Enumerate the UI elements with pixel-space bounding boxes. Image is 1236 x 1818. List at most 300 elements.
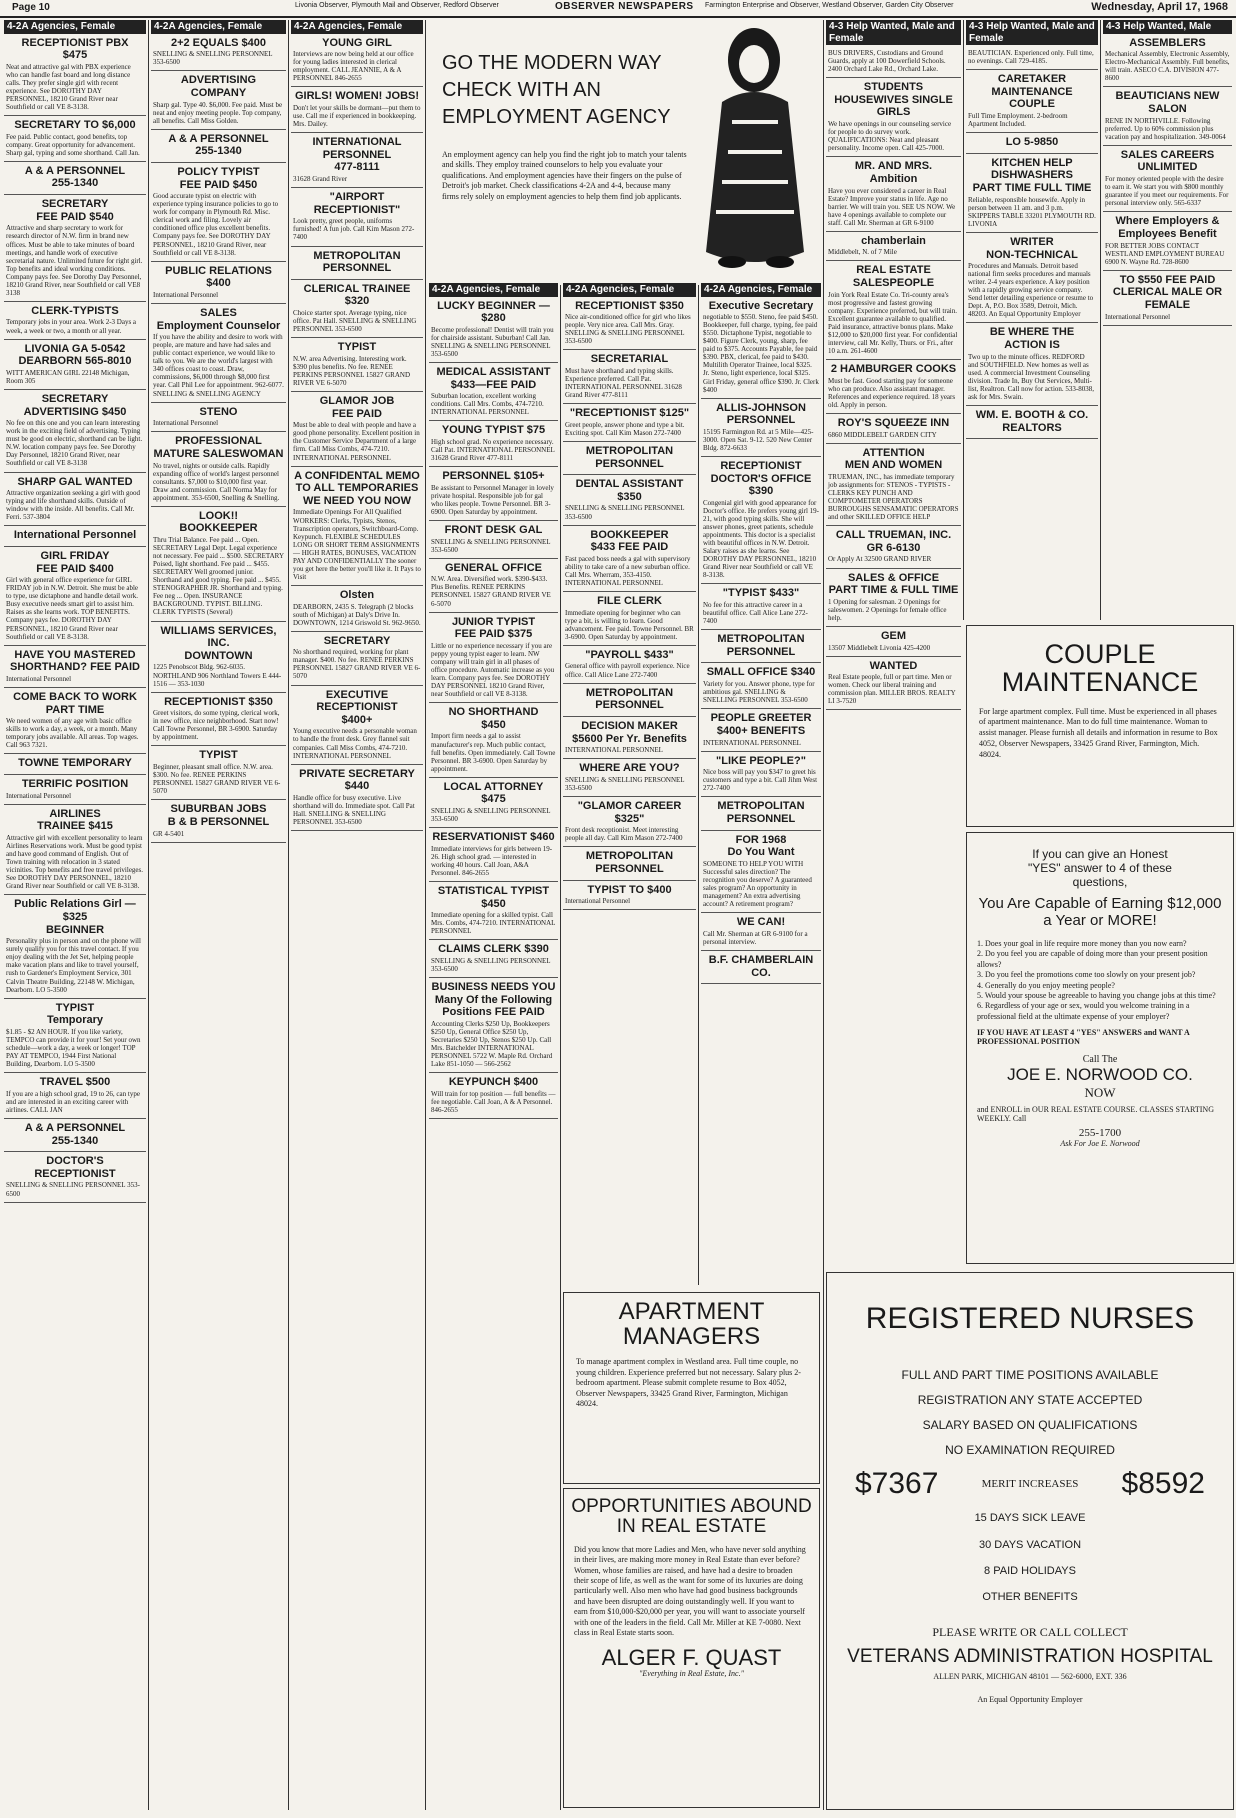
ad-body: SNELLING & SNELLING PERSONNEL 353-6500 (6, 1181, 140, 1198)
classified-ad (4, 302, 146, 340)
ad-subtitle: PART TIME (45, 703, 105, 716)
ad-body: Import firm needs a gal to assist manufacturer's rep. Much public contact, full benefits. Open immediately. Call Towne Personnel. BR 3-6900. Open Saturday by appointment. (431, 732, 556, 773)
ad-body: Handle office for busy executive. Live shorthand will do. Immediate spot. Call Pat Hall. SNELLING & SNELLING PERSONNEL 353-6500 (293, 793, 415, 827)
ad-title: ROY'S SQUEEZE INN (837, 416, 950, 429)
ad-body: 13507 Middlebelt Livonia 425-4200 (828, 643, 931, 652)
classified-ad (826, 414, 961, 444)
column-rule (963, 20, 964, 620)
ad-subtitle: TOWNE TEMPORARY (18, 757, 132, 770)
classified-ad (701, 584, 821, 630)
ad-body: High school grad. No experience necessary. Call Pat. INTERNATIONAL PERSONNEL 31628 Grand River 477-8111 (431, 438, 555, 463)
ad-title: TYPIST TO $400 (587, 883, 672, 896)
ad-subtitle: DOCTOR'S OFFICE $390 (710, 472, 812, 498)
classified-ad (4, 1073, 146, 1119)
ad-subtitle: $5600 Per Yr. Benefits (572, 732, 687, 745)
ad-body: Little or no experience necessary if you are peppy young typist eager to learn. NW company will train girl in all phases of office procedure. Automatic increase as you learn. Company pays fee. See DOROTHY DAY PERSONNEL 18210 Grand River, near Southfield or call VE 8-3138. (431, 641, 555, 699)
ad-title: GEM (880, 629, 907, 642)
classified-ad (429, 882, 558, 940)
ad-title: DENTAL ASSISTANT $350 (575, 478, 684, 503)
ad-title: PEOPLE GREETER (710, 712, 812, 725)
ad-title: CARETAKER MAINTENANCE (991, 73, 1073, 98)
classified-ad (151, 507, 286, 622)
ad-subtitle: Ambition (869, 172, 918, 185)
ad-body: Greet visitors, do some typing, clerical work, in new office, nice neighborhood. Start now! Call Towne Personnel, BR 3-6900. Saturday by appointment. (153, 709, 280, 742)
ad-subtitle: PART TIME FULL TIME (972, 182, 1092, 195)
classified-ad (429, 828, 558, 882)
classified-ad (826, 657, 961, 711)
ad-subtitle: $450 (481, 897, 506, 910)
ad-title: DOCTOR'S RECEPTIONIST (34, 1155, 116, 1180)
ad-body: 1 Opening for salesman. 2 Openings for saleswomen. 2 Openings for female office help. (828, 597, 947, 622)
ad-title: CALL TRUEMAN, INC. (835, 529, 952, 542)
phone: 255-1700 (1078, 1127, 1122, 1140)
classified-ad (826, 627, 961, 657)
classified-ad (291, 87, 423, 133)
classified-ad (701, 831, 821, 914)
section-heading: 4-2A Agencies, Female (151, 20, 286, 34)
classified-ad (429, 559, 558, 613)
ad-body: negotiable to $550. Steno, fee paid $450. Bookkeeper, full charge, typing, fee paid $550. Dictaphone Typist, negotiable to $400. Figure Clerk, young, sharp, fee paid to $375. Accounts Payable, fee paid $390. PBX, clerical, fee paid to $430. Multilith Operator Trainee, local $325. Jr. Steno, light experience, local $325. Girl Friday, general office $390. Jr. Clerk $400 (703, 313, 819, 394)
classified-ad (4, 754, 146, 775)
agency-banner (430, 22, 820, 280)
org-name: VETERANS ADMINISTRATION HOSPITAL (847, 1645, 1213, 1667)
ad-title: METROPOLITAN PERSONNEL (585, 850, 674, 875)
classified-ad (701, 709, 821, 751)
ad-title: BUSINESS NEEDS YOU (431, 981, 556, 994)
ad-title: GIRL FRIDAY (40, 549, 110, 562)
column-6 (701, 283, 821, 1283)
classified-ad (826, 157, 961, 232)
classified-ad (1103, 34, 1232, 88)
write-label: PLEASE WRITE OR CALL COLLECT (932, 1624, 1128, 1639)
classified-ad (701, 951, 821, 984)
ad-body: Immediate opening for a skilled typist. Call Mrs. Combs, 474-7210. INTERNATIONAL PERSONNEL (431, 911, 556, 936)
classified-ad (291, 280, 423, 338)
column-4 (429, 283, 558, 1810)
question: 6. Regardless of your age or sex, would you welcome training in a professional field at the ultimate expense of your employer? (977, 1001, 1190, 1021)
ad-body: FOR BETTER JOBS CONTACT WESTLAND EMPLOYMENT BUREAU 6900 N. Wayne Rd. 728-8600 (1105, 241, 1225, 266)
ad-title: PRIVATE SECRETARY $440 (299, 767, 415, 793)
ad-title: A & A PERSONNEL (24, 164, 126, 177)
ad-body: Call Mr. Sherman at GR 6-9100 for a personal interview. (703, 929, 808, 946)
classified-ad (4, 162, 146, 195)
ad-title: POLICY TYPIST (177, 165, 260, 178)
ad-body: To manage apartment complex in Westland area. Full time couple, no young children. Experience preferred but not necessary. Salary plus 2-bedroom apartment. Please submit complete resume to Box 4052, Observer Newspapers, 33425 Grand River, Farmington, Michigan 48024. (576, 1357, 801, 1408)
classified-ad (291, 467, 423, 586)
classified-ad (563, 297, 696, 351)
papers-left: Livonia Observer, Plymouth Mail and Observer, Redford Observer (295, 2, 499, 9)
ad-body: SNELLING & SNELLING PERSONNEL 353-6500 (565, 504, 685, 521)
column-3 (291, 20, 423, 1810)
benefit: 30 DAYS VACATION (978, 1538, 1082, 1551)
classified-ad (4, 1119, 146, 1152)
ad-body: DEARBORN, 2435 S. Telegraph (2 blocks south of Michigan) at Daly's Drive In. DOWNTOWN, 1214 Griswold St. 962-9650. (293, 602, 421, 627)
apartment-managers-ad (563, 1292, 820, 1484)
ad-subtitle: NON-TECHNICAL (986, 248, 1078, 261)
ad-title: SMALL OFFICE $340 (706, 666, 816, 679)
classified-ad (151, 622, 286, 693)
classified-ad (563, 350, 696, 404)
ad-body: SOMEONE TO HELP YOU WITH Successful sales direction? The recognition you deserve? A guaranteed sales program? An opportunity in management? An extra advertising account? A retirement program? (703, 859, 812, 909)
ad-title: DECISION MAKER (581, 719, 678, 732)
classified-ad (4, 340, 146, 390)
ad-body: Immediate opening for beginner who can type a bit, is willing to learn. Good advancement. Fee paid. Towne Personnel. BR 3-6900. Open Saturday by appointment. (565, 608, 694, 641)
ad-body: BEAUTICIAN. Experienced only. Full time, no evenings. Call 729-4185. (968, 49, 1094, 66)
classified-ad (151, 304, 286, 403)
classified-ad (826, 444, 961, 527)
salary-high: $8592 (1121, 1467, 1205, 1501)
classified-ad (826, 360, 961, 414)
ad-body: If you are a high school grad, 19 to 26, can type and are interested in an exciting career with airlines. CALL JAN (6, 1089, 140, 1114)
classified-ad (966, 154, 1098, 233)
ad-title: COUPLE MAINTENANCE (1001, 639, 1199, 698)
eoe-label: An Equal Opportunity Employer (977, 1694, 1083, 1704)
ad-body: Nice boss will pay you $347 to greet his customers and type a bit. Call Jihm West 272-7400 (703, 768, 818, 793)
ad-body: 31628 Grand River (293, 175, 348, 184)
ad-title: INTERNATIONAL PERSONNEL (312, 136, 402, 161)
ad-title: "PAYROLL $433" (585, 648, 674, 661)
classified-ad (151, 163, 286, 262)
ad-title: "AIRPORT RECEPTIONIST" (313, 191, 401, 216)
ad-title: APARTMENT MANAGERS (618, 1298, 765, 1351)
ad-list (429, 297, 558, 1120)
ad-title: STENO (199, 405, 238, 418)
ad-list (4, 34, 146, 1203)
ad-body: Suburban location, excellent working conditions. Call Mrs. Combs, 474-7210. INTERNATIONAL PERSONNEL (431, 392, 544, 417)
ad-body: We have openings in our counseling service for people to do survey work. QUALIFICATIONS: Neat and pleasant personality. Income open. Call 425-7000. (828, 120, 952, 153)
ad-title: LOOK!! (198, 509, 239, 522)
ad-subtitle: CLERICAL MALE OR FEMALE (1112, 286, 1223, 311)
ad-body: Personality plus in person and on the phone will surely qualify you for this travel contact. If you enjoy dealing with the Jet Set, helping people make vacation plans and like to travel yourself, rush to Gardener's Employment Service, 301 Calvin Theatre Building, 22148 W. Michigan, Dearborn. LO 5-3500 (6, 937, 141, 994)
banner-line-1: GO THE MODERN WAY (442, 52, 662, 74)
question: 3. Do you feel the promotions come too slowly on your present job? (977, 970, 1196, 980)
ad-body: Must be able to deal with people and have a good phone personality. Excellent position in the Customer Service Department of a large firm. Call Miss Combs, 474-7210. INTERNATIONAL PERSONNEL (293, 421, 420, 462)
ad-subtitle: MEN AND WOMEN (844, 459, 943, 472)
classified-ad (701, 663, 821, 709)
ad-title: Public Relations Girl — $325 (14, 898, 136, 923)
ad-list (701, 297, 821, 985)
classified-ad (4, 895, 146, 998)
column-rule (148, 20, 149, 1810)
ad-body: International Personnel (6, 791, 72, 800)
benefit: 8 PAID HOLIDAYS (984, 1565, 1076, 1578)
column-rule (698, 285, 699, 1285)
company-name: JOE E. NORWOOD CO. (1007, 1065, 1193, 1085)
ad-title: TRAVEL $500 (39, 1076, 111, 1089)
papers-right: Farmington Enterprise and Observer, Westland Observer, Garden City Observer (705, 2, 954, 9)
ad-title: NO SHORTHAND (448, 706, 539, 719)
ad-subtitle: 255-1340 (195, 145, 242, 158)
classified-ad (701, 399, 821, 457)
ad-list (563, 297, 696, 911)
masthead (0, 0, 1236, 18)
ad-body: Choice starter spot. Average typing, nice office. Pat Hall. SNELLING & SNELLING PERSONNEL 353-6500 (293, 309, 417, 334)
classified-ad (4, 805, 146, 896)
classified-ad (563, 646, 696, 684)
classified-ad (1103, 212, 1232, 270)
question: 4. Generally do you enjoy meeting people? (977, 980, 1115, 990)
ad-title: WANTED (869, 659, 918, 672)
classified-ad (4, 547, 146, 646)
classified-ad (151, 432, 286, 507)
classified-ad (826, 232, 961, 262)
ad-body: International Personnel (153, 290, 219, 299)
ad-subtitle: DEARBORN 565-8010 (18, 355, 132, 368)
contact-name: Ask For Joe E. Norwood (1060, 1139, 1140, 1149)
classified-ad (966, 323, 1098, 406)
question: 5. Would your spouse be agreeable to having you change jobs at this time? (977, 990, 1216, 1000)
ad-body: Look pretty, greet people, uniforms furnished! A fun job. Call Kim Mason 272-7400 (293, 217, 415, 242)
classified-ad (563, 847, 696, 880)
classified-ad (701, 630, 821, 663)
classified-ad (429, 521, 558, 559)
column-7 (826, 20, 961, 1280)
ad-title: 2+2 EQUALS $400 (170, 36, 267, 49)
classified-ad (429, 778, 558, 828)
ad-title: TYPIST (55, 1001, 95, 1014)
classified-ad (563, 684, 696, 717)
detail-line: NO EXAMINATION REQUIRED (945, 1443, 1115, 1458)
ad-title: "LIKE PEOPLE?" (716, 754, 806, 767)
ad-title: AIRLINES (49, 807, 101, 820)
column-rule (560, 285, 561, 1810)
classified-ad (1103, 271, 1232, 326)
ad-subtitle: $450 (481, 718, 506, 731)
ad-title: SALES (200, 306, 237, 319)
ad-title: A & A PERSONNEL (24, 1121, 126, 1134)
ad-body: Did you know that more Ladies and Men, who have never sold anything in their lives, are making more money in Real Estate than ever before? Women, whose families are raised, and have had a desire to broaden their scope of life, as well as the want for some of its luxuries are doing particularly well. Also men who have had good business backgrounds and have been disrupted are doing outstandingly well. If you want to earn from $10,000-$20,000 per year, you will want to associate yourself with one of the leaders in the field. Call Mr. Miller at KE 7-0080. Next class in Real Estate starts soon. (574, 1544, 806, 1637)
classified-ad (291, 338, 423, 392)
ad-title: OPPORTUNITIES ABOUND IN REAL ESTATE (571, 1496, 812, 1537)
couple-maintenance-ad (966, 625, 1234, 827)
ad-subtitle: $433—FEE PAID (450, 378, 537, 391)
ad-subtitle: ACTION IS (1004, 339, 1060, 352)
tagline: "Everything in Real Estate, Inc." (639, 1669, 744, 1679)
ad-title: CLERK-TYPISTS (31, 304, 119, 317)
classified-ad (4, 1152, 146, 1202)
column-2 (151, 20, 286, 1810)
ad-body: 6860 MIDDLEBELT GARDEN CITY (828, 430, 937, 439)
classified-ad (429, 363, 558, 421)
ad-body: International Personnel (1105, 312, 1171, 321)
ad-title: YOUNG TYPIST $75 (441, 424, 546, 437)
ad-subtitle: FEE PAID $400 (36, 562, 114, 575)
ad-title: TERRIFIC POSITION (21, 778, 129, 791)
ad-title: "TYPIST $433" (722, 587, 800, 600)
ad-body: Congenial girl with good appearance for Doctor's office. He prefers young girl 19-21, with good typing skills. She will answer phones, greet patients, schedule appointments. This doctor is a specialist with beautiful offices in N.W. Detroit. Salary raises as she learns. See DOROTHY DAY PERSONNEL, 18210 Grand River near Southfield or call VE 8-3138. (703, 498, 820, 580)
classified-ad (701, 457, 821, 584)
ad-subtitle: International Personnel (13, 529, 137, 542)
ad-title: WE CAN! (736, 916, 786, 929)
classified-ad (563, 475, 696, 525)
ad-title: TO $550 FEE PAID (1119, 273, 1216, 286)
ad-body: Attractive girl with excellent personality to learn Airlines Reservations work. Must be good typist and have good command of English. Out of Town training with relocation in 3 stated vicinities. Top benefits and free travel privileges. See DOROTHY DAY PERSONNEL, 18210 Grand River near Southfield or call VE 8-3138. (6, 834, 144, 891)
ad-title: BOOKKEEPER (590, 528, 669, 541)
ad-title: METROPOLITAN PERSONNEL (585, 686, 674, 712)
classified-ad (826, 526, 961, 568)
classified-ad (291, 34, 423, 88)
ad-subtitle: FEE PAID $540 (36, 210, 114, 223)
classified-ad (4, 775, 146, 805)
ad-title: HAVE YOU MASTERED SHORTHAND? FEE PAID (10, 648, 140, 674)
ad-body: Or Apply At 32500 GRAND RIVER (828, 555, 932, 564)
brand: OBSERVER NEWSPAPERS (555, 1, 694, 12)
classified-ad (826, 261, 961, 360)
ad-subtitle: $400+ BENEFITS (716, 724, 806, 737)
ad-body: For large apartment complex. Full time. Must be experienced in all phases of apartment maintenance. Man to do full time maintenance. Woman to assist manager. Please furnish all details and information in resume to Box 4052, Observer Newspapers, 33425 Grand River, Farmington, Mich. 48024. (979, 706, 1218, 759)
ad-body: Attractive organization seeking a girl with good typing and life shorthand skills. Outside of window with the inside. All benefits. Call Mr. Ferri. 537-3804 (6, 489, 141, 522)
ad-title: WHERE ARE YOU? (579, 762, 680, 775)
ad-title: SECRETARY TO $6,000 (14, 119, 136, 132)
ad-body: Mechanical Assembly, Electronic Assembly, Electro-Mechanical Assembly. Full benefits, will train. ASECO C.A. DIVISION 477-8600 (1105, 50, 1230, 83)
ad-subtitle: WE NEED YOU NOW (303, 494, 411, 507)
ad-list (966, 45, 1098, 439)
ad-body: Nice air-conditioned office for girl who likes people. Very nice area. Call Mrs. Gray. SNELLING & SNELLING PERSONNEL 353-6500 (565, 313, 691, 346)
ad-body: INTERNATIONAL PERSONNEL (703, 738, 801, 747)
ad-body: Neat and attractive gal with PBX experience who can handle fast board and long distance calls. They prefer single girl with recent experience. See DOROTHY DAY PERSONNEL, 18210 Grand River near Southfield or call VE 8-3138. (6, 62, 131, 112)
ad-title: ALLIS-JOHNSON PERSONNEL (716, 401, 806, 427)
ad-title: RECEPTIONIST $350 (164, 695, 273, 708)
woman-illustration-icon (692, 22, 817, 272)
classified-ad (4, 688, 146, 754)
classified-ad (4, 526, 146, 547)
ad-body: Greet people, answer phone and type a bit. Exciting spot. Call Kim Mason 272-7400 (565, 420, 685, 437)
classified-ad (291, 765, 423, 831)
section-heading: 4-2A Agencies, Female (563, 283, 696, 297)
ad-title: PERSONNEL $105+ (442, 470, 545, 483)
classified-ad (151, 71, 286, 129)
ad-title: ATTENTION (862, 446, 925, 459)
classified-ad (4, 999, 146, 1074)
ad-body: GR 4-5401 (153, 829, 185, 838)
classified-ad (4, 195, 146, 302)
ad-title: FILE CLERK (597, 595, 662, 608)
ad-subtitle: FEE PAID (332, 407, 382, 420)
classified-ad (291, 247, 423, 280)
ad-title: PUBLIC RELATIONS $400 (165, 264, 272, 290)
ad-title: Olsten (339, 588, 375, 601)
ad-title: REGISTERED NURSES (865, 1302, 1195, 1335)
classified-ad (1103, 87, 1232, 145)
classified-ad (151, 693, 286, 747)
ad-title: "RECEPTIONIST $125" (569, 407, 690, 420)
classified-ad (966, 233, 1098, 324)
ad-title: JUNIOR TYPIST (451, 615, 536, 628)
ad-subtitle: Many Of the Following Positions FEE PAID (434, 993, 553, 1019)
ad-subtitle: $433 FEE PAID (590, 541, 669, 554)
ad-title: Where Employers & Employees Benefit (1115, 215, 1220, 240)
banner-line-2: CHECK WITH AN EMPLOYMENT AGENCY (442, 79, 671, 128)
ad-subtitle: 477-8111 (334, 161, 380, 174)
ad-title: SECRETARY (323, 634, 391, 647)
ad-title: RECEPTIONIST PBX (21, 36, 129, 49)
ad-body: Attractive and sharp secretary to work for research director of N.W. firm in brand new offices. Must be able to take minutes of board meetings, and handle work of executive secretarial nature. Unlimited future for right girl. Top benefits and ideal working conditions. Company pays fee. See Dorothy Day Personnel, 18210 Grand River, near Southfield or call VE8 3138 (6, 224, 143, 297)
ad-title: LO 5-9850 (1005, 136, 1059, 149)
ad-subtitle: TRAINEE $415 (37, 820, 113, 833)
ad-body: SNELLING & SNELLING PERSONNEL 353-6500 (153, 50, 273, 67)
ad-title: METROPOLITAN PERSONNEL (585, 444, 674, 470)
classified-ad (563, 526, 696, 592)
ad-title: WRITER (1010, 235, 1054, 248)
ad-body: 15195 Farmington Rd. at 5 Mile—425-3000. Open Sat. 9-12. 520 New Center Bldg. 872-6633 (703, 427, 814, 452)
merit-label: MERIT INCREASES (981, 1478, 1079, 1491)
ad-title: COME BACK TO WORK (13, 690, 137, 703)
column-rule (823, 20, 824, 1810)
ad-title: SALES CAREERS UNLIMITED (1120, 148, 1215, 174)
classified-ad (563, 404, 696, 442)
ad-body: RENE IN NORTHVILLE. Following preferred. Up to 60% commission plus vacation pay and hospitalization. 349-0064 (1105, 116, 1226, 141)
ad-body: BUS DRIVERS, Custodians and Ground Guards, apply at 100 Dowerfield Schools. 2400 Orchard Lake Rd., Orchard Lake. (828, 49, 946, 74)
ad-title: REAL ESTATE SALESPEOPLE (852, 264, 935, 290)
ad-body: Two up to the minute offices. REDFORD and SOUTHFIELD. New homes as well as used. A commercial Investment Counseling division. Trade In, Buy Out Services, Multi-list, Realtron. Call now for action. 533-8038, ask for Mrs. Swain. (968, 352, 1094, 401)
ad-subtitle: FEE PAID $450 (179, 178, 258, 191)
classified-ad (429, 613, 558, 704)
ad-body: Have you ever considered a career in Real Estate? Improve your status in life. Age no barrier. We will train you. SEE US NOW. We have 4 openings available to complete our staff. Call Mr. Sherman at GR 6-9100 (828, 186, 956, 227)
classified-ad (1103, 146, 1232, 212)
nurses-ad (826, 1272, 1234, 1810)
ad-body: TRUEMAN, INC., has immediate temporary job assignments for: STENOS - TYPISTS - CLERKS KEY PUNCH AND COMPTOMETER OPERATORS BURROUGHS SENSAMATIC OPERATORS and other SKILLED OFFICE HELP (828, 472, 959, 522)
classified-ad (966, 45, 1098, 70)
column-rule (425, 20, 426, 1810)
ad-body: SNELLING & SNELLING PERSONNEL 353-6500 (565, 775, 685, 792)
ad-title: SUBURBAN JOBS (170, 803, 267, 816)
ad-body: SNELLING & SNELLING PERSONNEL 353-6500 (431, 956, 551, 973)
ad-body: For money oriented people with the desire to earn it. We start you with $800 monthly guarantee if you meet our requirements. For personal interview only. 565-6337 (1105, 175, 1229, 208)
real-estate-ad (563, 1488, 820, 1808)
classified-ad (966, 133, 1098, 154)
classified-ad (826, 78, 961, 157)
benefit: 15 DAYS SICK LEAVE (974, 1512, 1086, 1525)
ad-body: Fee paid. Public contact, good benefits, top company. Great opportunity for advancement. Sharp gal, typing and some shorthand. Call Jan. (6, 132, 140, 157)
ad-subtitle: BEGINNER (45, 923, 105, 936)
ad-title: MEDICAL ASSISTANT (436, 365, 551, 378)
ad-body: International Personnel (6, 674, 72, 683)
ad-title: RECEPTIONIST (720, 460, 802, 473)
ad-title: ASSEMBLERS (1129, 36, 1206, 49)
ad-title: LUCKY BEGINNER — $280 (437, 299, 550, 325)
detail-line: SALARY BASED ON QUALIFICATIONS (922, 1417, 1138, 1432)
classified-ad (151, 34, 286, 72)
ad-body: Be assistant to Personnel Manager in lovely private hospital. Responsible job for gal who likes people. Towne Personnel. BR 3-6900. Open Saturday by appointment. (431, 483, 554, 516)
ad-body: Real Estate people, full or part time. Men or women. Check our liberal training and commission plan. MILLER BROS. REALTY LI 3-7520 (828, 673, 956, 706)
detail-line: REGISTRATION ANY STATE ACCEPTED (917, 1392, 1143, 1407)
classified-ad (291, 188, 423, 246)
ad-body: Immediate Openings For All Qualified WORKERS: Clerks, Typists, Stenos, Transcription operators, Switchboard-Comp. Keypunch. FLEXIBLE SCHEDULES LONG OR SHORT TERM ASSIGNMENTS — HIGH RATES, BONUSES, VACATION PAY AND CONFIDENTIALLY The sooner you get here the better you'll like it. It Pays to Visit (293, 508, 421, 581)
ad-body: N.W. Area. Diversified work. $390-$433. Plus Benefits. RENEE PERKINS PERSONNEL 15827 GRAND RIVER VE 6-5070 (431, 575, 551, 608)
ad-title: SECRETARIAL (590, 353, 669, 366)
norwood-ad (966, 832, 1234, 1264)
ad-subtitle: Do You Want (727, 846, 795, 859)
ad-body: Interviews are now being held at our office for young ladies interested in clerical employment. CALL JEANNIE, A & A PERSONNEL 846-2655 (293, 50, 414, 83)
section-heading: 4-2A Agencies, Female (4, 20, 146, 34)
classified-ad (4, 390, 146, 473)
classified-ad (291, 392, 423, 467)
ad-subtitle: BOOKKEEPER (179, 522, 258, 535)
ad-title: MR. AND MRS. (854, 160, 933, 173)
question: 1. Does your goal in life require more money than you now earn? (977, 939, 1187, 948)
column-5 (563, 283, 696, 1283)
benefit: OTHER BENEFITS (982, 1591, 1078, 1604)
ad-title: GIRLS! WOMEN! JOBS! (294, 90, 420, 103)
ad-body: SNELLING & SNELLING PERSONNEL 353-6500 (431, 537, 551, 554)
ad-body: Procedures and Manuals. Detroit based national firm seeks procedures and manuals writer. 2-4 years experience. A key position with a rapidly growing service company. Send letter detailing experience or resume to Dept. A, P.O. Box 3589, Detroit, Mich. 48203. An Equal Opportunity Employer (968, 262, 1094, 319)
classified-ad (151, 262, 286, 304)
ad-body: Middlebelt, N. of 7 Mile (828, 248, 897, 257)
benefits-list (827, 1505, 1233, 1611)
ad-title: YOUNG GIRL (322, 36, 392, 49)
ad-body: WITT AMERICAN GIRL 22148 Michigan, Room 305 (6, 368, 130, 385)
ad-title: FRONT DESK GAL (444, 524, 543, 536)
